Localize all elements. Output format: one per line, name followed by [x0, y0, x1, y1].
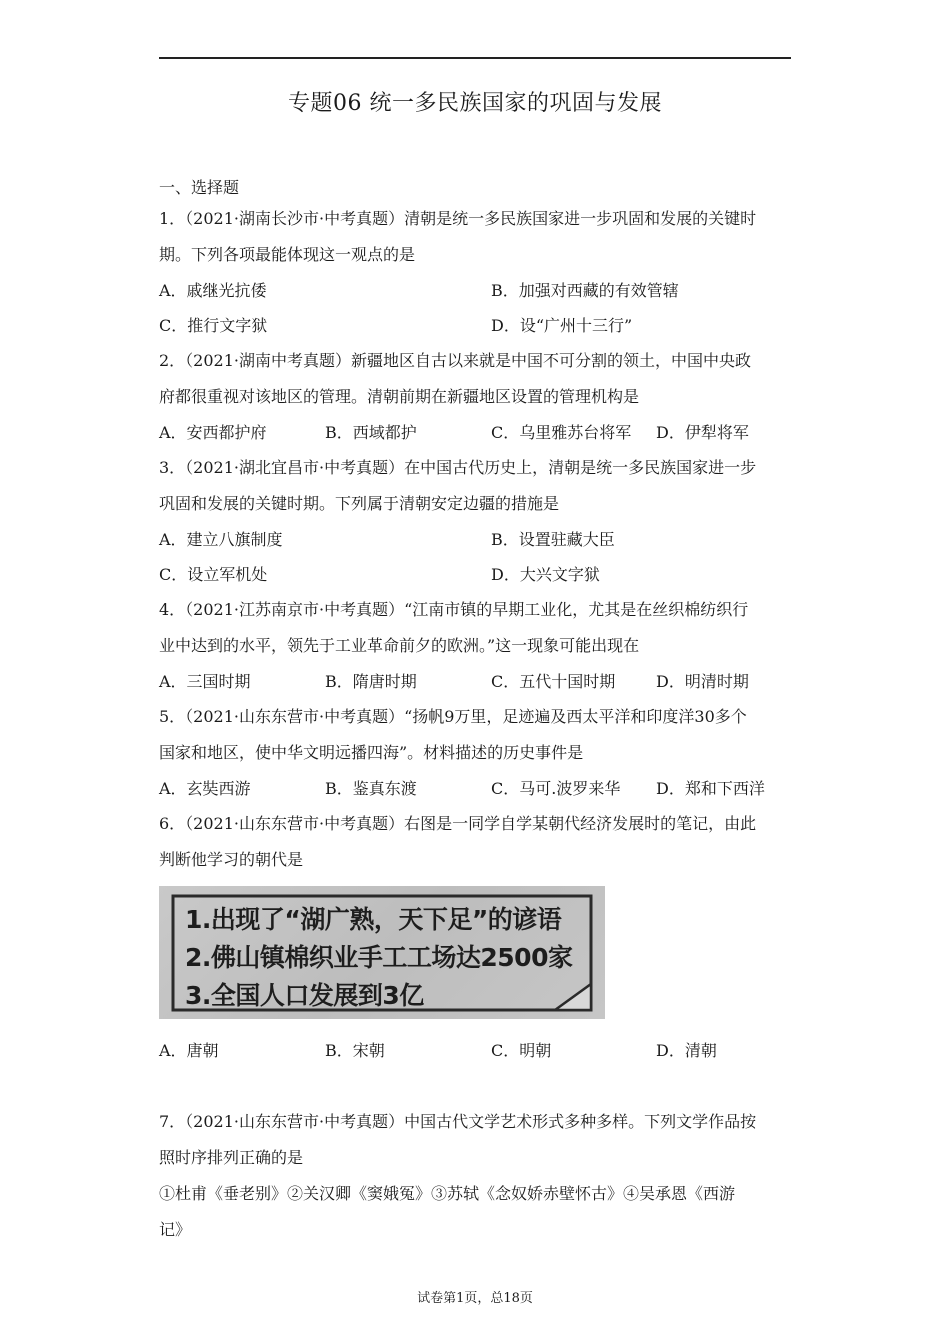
question-text: 4．（2021·江苏南京市·中考真题）“江南市镇的早期工业化，尤其是在丝织棉纺织行 [159, 600, 749, 619]
question-text: 府都很重视对该地区的管理。清朝前期在新疆地区设置的管理机构是 [159, 387, 640, 406]
question-4 [159, 592, 799, 699]
option-c[interactable]: C．马可.波罗来华 [491, 779, 621, 798]
note-line: 1.出现了“湖广熟，天下足”的谚语 [185, 905, 562, 934]
option-d[interactable]: D．伊犁将军 [656, 423, 749, 442]
option-b[interactable]: B．设置驻藏大臣 [491, 530, 615, 549]
question-7 [159, 1104, 799, 1248]
options-row [159, 522, 799, 557]
option-a[interactable]: A．三国时期 [159, 672, 251, 691]
spacer [159, 1068, 799, 1104]
option-d[interactable]: D．设“广州十三行” [491, 316, 633, 335]
question-text: 判断他学习的朝代是 [159, 850, 304, 869]
question-5 [159, 699, 799, 806]
question-text: 5．（2021·山东东营市·中考真题）“扬帆9万里，足迹遍及西太平洋和印度洋30多个 [159, 707, 747, 726]
option-a[interactable]: A．玄奘西游 [159, 779, 251, 798]
question-6 [159, 806, 799, 1068]
note-line: 2.佛山镇棉织业手工工场达2500家 [185, 943, 573, 972]
options-row [159, 273, 799, 308]
option-b[interactable]: B．隋唐时期 [325, 672, 417, 691]
question-text: 照时序排列正确的是 [159, 1148, 304, 1167]
option-b[interactable]: B．西域都护 [325, 423, 417, 442]
option-d[interactable]: D．大兴文字狱 [491, 565, 600, 584]
document-body [159, 175, 799, 1248]
option-b[interactable]: B．加强对西藏的有效管辖 [491, 281, 679, 300]
option-a[interactable]: A．安西都护府 [159, 423, 267, 442]
question-3 [159, 450, 799, 592]
section-heading: 一、选择题 [159, 178, 240, 197]
question-text: ①杜甫《垂老别》②关汉卿《窦娥冤》③苏轼《念奴娇赤壁怀古》④吴承恩《西游 [159, 1184, 736, 1203]
options-row [159, 415, 799, 450]
question-text: 记》 [159, 1220, 192, 1239]
question-text: 6．（2021·山东东营市·中考真题）右图是一同学自学某朝代经济发展时的笔记，由此 [159, 814, 757, 833]
options-row [159, 308, 799, 343]
option-c[interactable]: C．乌里雅苏台将军 [491, 423, 632, 442]
header-rule [159, 57, 791, 59]
option-b[interactable]: B．宋朝 [325, 1041, 385, 1060]
option-a[interactable]: A．唐朝 [159, 1041, 219, 1060]
option-d[interactable]: D．郑和下西洋 [656, 779, 765, 798]
question-text: 7．（2021·山东东营市·中考真题）中国古代文学艺术形式多种多样。下列文学作品按 [159, 1112, 757, 1131]
options-row [159, 1033, 799, 1068]
question-1 [159, 201, 799, 343]
option-c[interactable]: C．五代十国时期 [491, 672, 616, 691]
option-c[interactable]: C．设立军机处 [159, 565, 268, 584]
option-c[interactable]: C．明朝 [491, 1041, 552, 1060]
option-c[interactable]: C．推行文字狱 [159, 316, 268, 335]
question-text: 业中达到的水平，领先于工业革命前夕的欧洲。”这一现象可能出现在 [159, 636, 640, 655]
question-text: 巩固和发展的关键时期。下列属于清朝安定边疆的措施是 [159, 494, 560, 513]
page-title: 专题06 统一多民族国家的巩固与发展 [288, 91, 662, 116]
study-note-image [159, 886, 605, 1019]
options-row [159, 771, 799, 806]
option-d[interactable]: D．明清时期 [656, 672, 749, 691]
question-text: 期。下列各项最能体现这一观点的是 [159, 245, 416, 264]
option-a[interactable]: A．戚继光抗倭 [159, 281, 267, 300]
options-row [159, 664, 799, 699]
page-footer: 试卷第1页，总18页 [417, 1291, 533, 1306]
question-text: 国家和地区，使中华文明远播四海”。材料描述的历史事件是 [159, 743, 584, 762]
option-d[interactable]: D．清朝 [656, 1041, 717, 1060]
option-a[interactable]: A．建立八旗制度 [159, 530, 283, 549]
question-text: 3．（2021·湖北宜昌市·中考真题）在中国古代历史上，清朝是统一多民族国家进一步 [159, 458, 757, 477]
question-2 [159, 343, 799, 450]
note-line: 3.全国人口发展到3亿 [185, 981, 424, 1010]
option-b[interactable]: B．鉴真东渡 [325, 779, 417, 798]
question-text: 1．（2021·湖南长沙市·中考真题）清朝是统一多民族国家进一步巩固和发展的关键时 [159, 209, 757, 228]
question-text: 2．（2021·湖南中考真题）新疆地区自古以来就是中国不可分割的领土，中国中央政 [159, 351, 751, 370]
options-row [159, 557, 799, 592]
